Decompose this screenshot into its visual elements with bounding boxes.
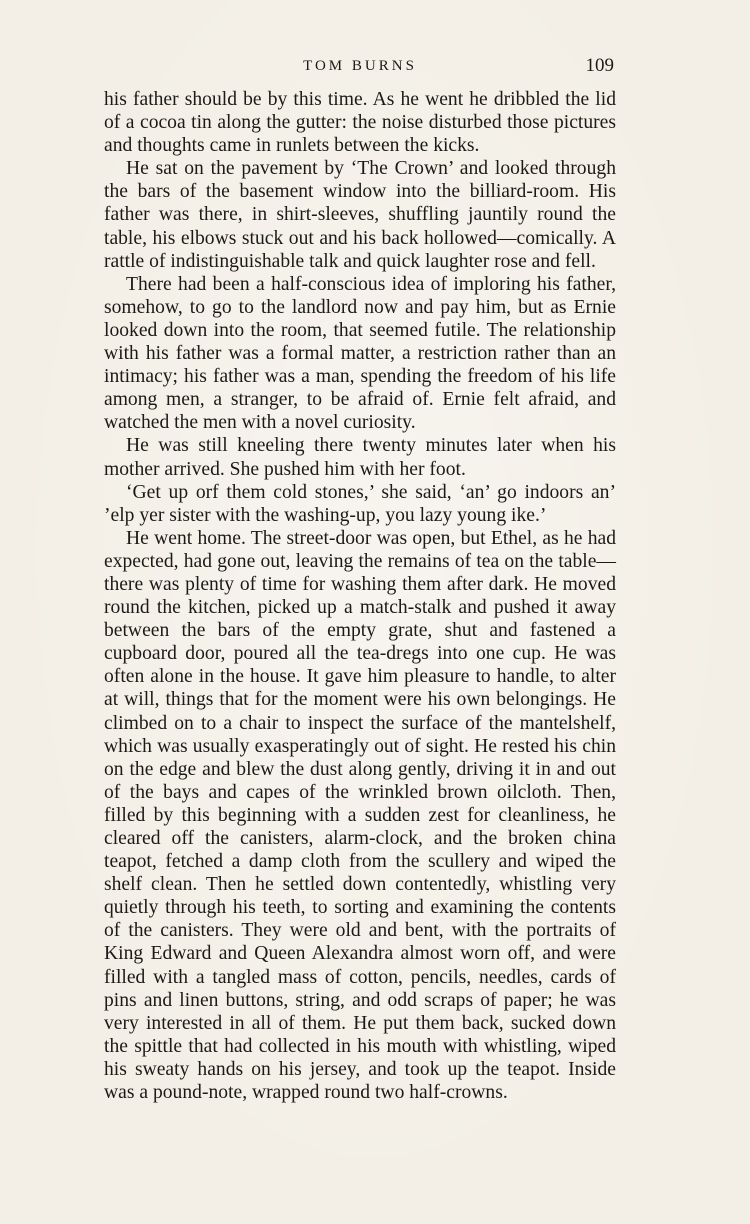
body-text xyxy=(104,88,616,1104)
paragraph-6: He went home. The street-door was open, but Ethel, as he had expected, had gone out, leaving the remains of tea on the table—there was plenty of time for washing them after dark. He moved round the kitchen, picked up a match-stalk and pushed it away between the bars of the empty grate, shut and fastened a cupboard door, poured all the tea-dregs into one cup. He was often alone in the house. It gave him pleasure to handle, to alter at will, things that for the moment were his own belongings. He climbed on to a chair to inspect the surface of the mantelshelf, which was usually exasperatingly out of sight. He rested his chin on the edge and blew the dust along gently, driving it in and out of the bays and capes of the wrinkled brown oilcloth. Then, filled by this beginning with a sudden zest for cleanliness, he cleared off the canisters, alarm-clock, and the broken china teapot, fetched a damp cloth from the scullery and wiped the shelf clean. Then he settled down contentedly, whistling very quietly through his teeth, to sorting and examining the contents of the canisters. They were old and bent, with the portraits of King Edward and Queen Alexandra almost worn off, and were filled with a tangled mass of cotton, pencils, needles, cards of pins and linen buttons, string, and odd scraps of paper; he was very interested in all of them. He put them back, sucked down the spittle that had collected in his mouth with whistling, wiped his sweaty hands on his jersey, and took up the teapot. Inside was a pound-note, wrapped round two half-crowns. xyxy=(104,527,616,1104)
paragraph-1: his father should be by this time. As he went he dribbled the lid of a cocoa tin along the gutter: the noise disturbed those pictures and thoughts came in runlets between the kicks. xyxy=(104,89,616,157)
page-number: 109 xyxy=(585,55,614,76)
paragraph-3: There had been a half-conscious idea of imploring his father, somehow, to go to the landlord now and pay him, but as Ernie looked down into the room, that seemed futile. The relationship with his father was a formal matter, a restriction rather than an intimacy; his father was a man, spending the freedom of his life among men, a stranger, to be afraid of. Ernie felt afraid, and watched the men with a novel curiosity. xyxy=(104,273,616,434)
paragraph-4: He was still kneeling there twenty minutes later when his mother arrived. She pushed him with her foot. xyxy=(104,435,616,480)
paragraph-2: He sat on the pavement by ‘The Crown’ and looked through the bars of the basement window into the billiard-room. His father was there, in shirt-sleeves, shuffling jauntily round the table, his elbows stuck out and his back hollowed—comically. A rattle of indistinguishable talk and quick laughter rose and fell. xyxy=(104,158,616,272)
running-title: TOM BURNS xyxy=(303,58,417,74)
paragraph-5: ‘Get up orf them cold stones,’ she said, ‘an’ go indoors an’ ’elp yer sister with the washing-up, you lazy young ike.’ xyxy=(104,481,616,526)
running-head xyxy=(104,53,616,79)
